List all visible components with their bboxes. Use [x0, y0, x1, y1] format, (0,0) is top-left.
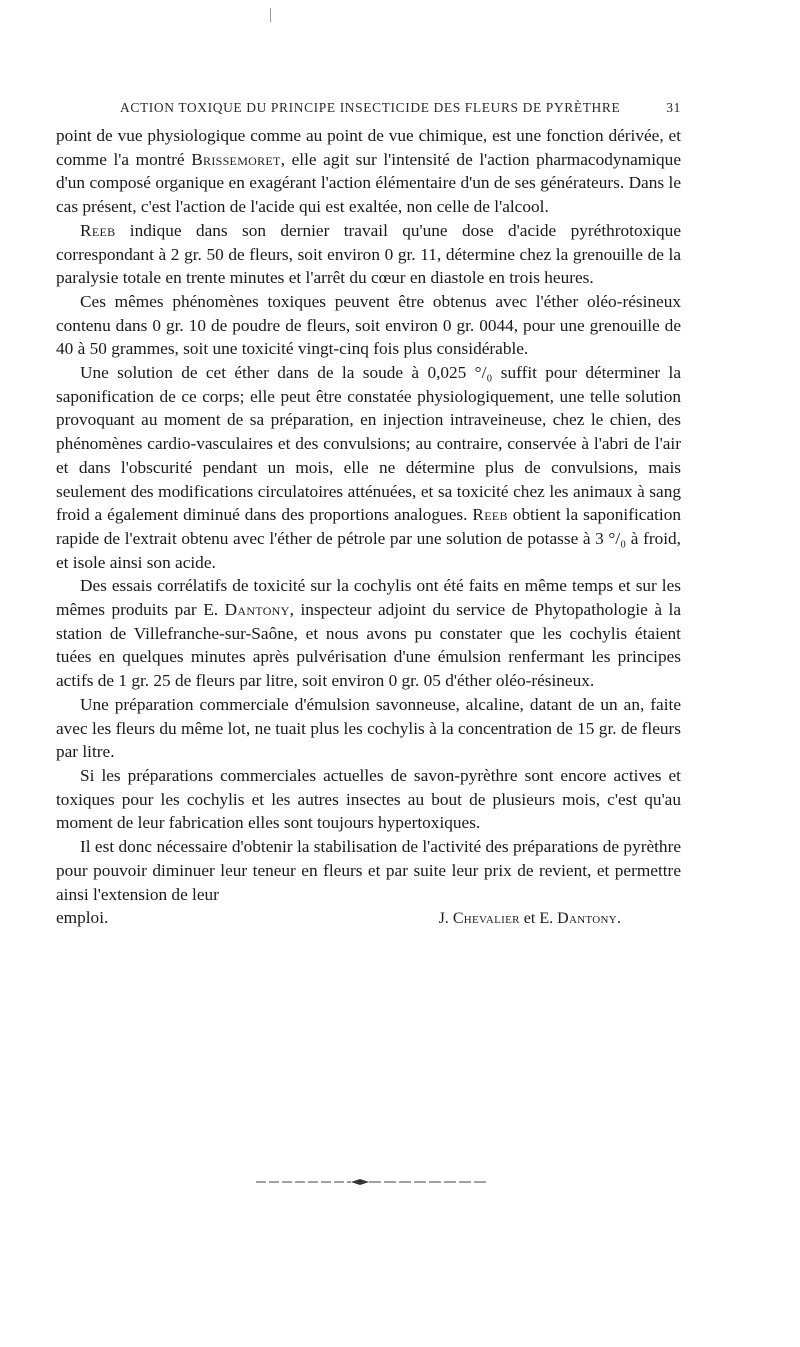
paragraph-5-text-a: Des essais corrélatifs de toxicité sur la cochylis ont été faits en même temps et sur les mêmes produits par E. [56, 576, 681, 620]
closing-line [56, 906, 681, 931]
author-name-brissemoret: Brissemoret [191, 149, 281, 169]
signature-suffix: . [617, 910, 621, 928]
paragraph-7: Si les préparations commerciales actuelles de savon-pyrèthre sont encore actives et toxiques pour les cochylis et les autres insectes au bout de plusieurs mois, c'est qu'au moment de leur fabrication elles sont toujours hypertoxiques. [56, 765, 681, 833]
signature [439, 907, 621, 931]
author-name-reeb: Reeb [80, 220, 116, 240]
paragraph-1-text-b: , elle agit sur l'intensité de l'action pharmacodynamique d'un composé organique en exagérant l'action élémentaire d'un de ses générateurs. Dans le cas présent, c'est l'action de l'acide qui est exaltée, non celle de l'alcool. [56, 149, 681, 217]
page [56, 100, 681, 931]
paragraph-3: Ces mêmes phénomènes toxiques peuvent être obtenus avec l'éther oléo-résineux contenu dans 0 gr. 10 de poudre de fleurs, soit environ 0 gr. 0044, pour une grenouille de 40 à 50 grammes, soit une toxicité vingt-cinq fois plus considérable. [56, 291, 681, 359]
paragraph-5-text-b: , inspecteur adjoint du service de Phytopathologie à la station de Villefranche-sur-Saône, et nous avons pu constater que les cochylis étaient tuées en quelques minutes après pulvérisation d'une émulsion renfermant les principes actifs de 1 gr. 25 de fleurs par litre, soit environ 0 gr. 05 d'éther oléo-résineux. [56, 600, 681, 691]
paragraph-4-text-b: obtient la saponification rapide de l'extrait obtenu avec l'éther de pétrole par une solution de potasse à 3 °/₀ à froid, et isole ainsi son acide. [56, 505, 681, 572]
body-text [56, 124, 681, 906]
scan-mark [270, 8, 271, 22]
end-ornament-rule [256, 1177, 486, 1187]
signature-joiner: et E. [519, 910, 558, 928]
running-title: ACTION TOXIQUE DU PRINCIPE INSECTICIDE DES FLEURS DE PYRÈTHRE [120, 100, 621, 115]
paragraph-2 [56, 219, 681, 290]
paragraph-4-text-a: Une solution de cet éther dans de la soude à 0,025 °/₀ suffit pour déterminer la saponification de ce corps; elle peut être constatée physiologiquement, une telle solution provoquant au moment de sa préparation, en injection intraveineuse, chez le chien, des phénomènes cardio-vasculaires et des convulsions; au contraire, conservée à l'abri de l'air et dans l'obscurité pendant un mois, elle ne détermine plus de convulsions, mais seulement des modifications circulatoires atténuées, et sa toxicité chez les animaux à sang froid a également diminué dans des proportions analogues. [56, 363, 681, 525]
signature-author-1: Chevalier [452, 910, 520, 928]
paragraph-6: Une préparation commerciale d'émulsion savonneuse, alcaline, datant de un an, faite avec les fleurs du même lot, ne tuait plus les cochylis à la concentration de 15 gr. de fleurs par litre. [56, 694, 681, 762]
author-name-reeb-2: Reeb [472, 505, 508, 525]
paragraph-8: Il est donc nécessaire d'obtenir la stabilisation de l'activité des préparations de pyrèthre pour pouvoir diminuer leur teneur en fleurs et par suite leur prix de revient, et permettre ainsi l'extension de leur [56, 837, 681, 904]
signature-author-2: Dantony [557, 910, 617, 928]
paragraph-5 [56, 574, 681, 693]
rule-ornament-icon [256, 1177, 486, 1187]
author-name-dantony: Dantony [224, 600, 290, 620]
paragraph-1-text-a: point de vue physiologique comme au point de vue chimique, est une fonction dérivée, et comme l'a montré [56, 126, 681, 169]
page-number: 31 [666, 100, 681, 115]
paragraph-2-text: indique dans son dernier travail qu'une dose d'acide pyréthrotoxique correspondant à 2 gr. 50 de fleurs, soit environ 0 gr. 11, détermine chez la grenouille de la paralysie totale en trente minutes et l'arrêt du cœur en diastole en trois heures. [56, 220, 681, 288]
paragraph-8-last-word: emploi. [56, 908, 109, 928]
signature-prefix: J. [438, 910, 453, 928]
paragraph-4 [56, 361, 681, 574]
running-header [120, 100, 681, 116]
paragraph-1 [56, 124, 681, 219]
